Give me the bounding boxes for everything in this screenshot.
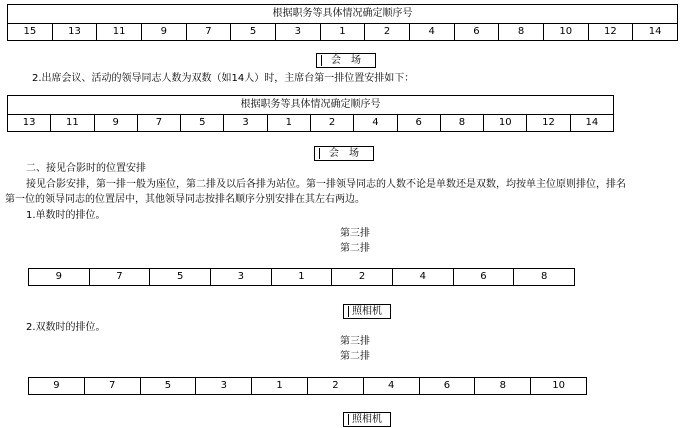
seat-cell: 8	[514, 269, 575, 286]
seat-cell: 12	[527, 115, 570, 132]
paragraph-even-leaders: 2.出席会议、活动的领导同志人数为双数（如14人）时，主席台第一排位置安排如下：	[32, 73, 415, 84]
venue-label: 会 场	[329, 148, 359, 159]
seat-cell: 8	[475, 378, 531, 395]
seat-cell: 12	[588, 24, 633, 41]
seat-cell: 4	[409, 24, 454, 41]
seat-cell: 1	[320, 24, 365, 41]
seat-cell: 3	[275, 24, 320, 41]
section-paragraph-line1: 接见合影安排，第一排一般为座位，第二排及以后各排为站位。第一排领导同志的人数不论是单数还是双数，均按单主位原则排位，排名	[26, 179, 626, 190]
seat-cell: 7	[89, 269, 150, 286]
seat-cell: 15	[8, 24, 53, 41]
seat-cell: 13	[8, 115, 51, 132]
seat-cell: 10	[543, 24, 588, 41]
table-row	[8, 24, 678, 41]
seat-cell: 5	[181, 115, 224, 132]
venue-box	[316, 53, 376, 68]
seat-cell: 1	[267, 115, 310, 132]
seat-cell: 14	[633, 24, 678, 41]
camera-box	[343, 412, 391, 427]
seat-cell: 3	[210, 269, 271, 286]
photo-row-odd	[28, 268, 575, 286]
seat-cell: 2	[310, 115, 353, 132]
seat-cell: 5	[140, 378, 196, 395]
seat-cell: 5	[150, 269, 211, 286]
seat-cell: 9	[29, 269, 90, 286]
seat-cell: 1	[271, 269, 332, 286]
table-header: 根据职务等具体情况确定顺序号	[8, 96, 614, 115]
row-two-label: 第二排	[340, 243, 370, 254]
seat-cell: 11	[97, 24, 142, 41]
seat-cell: 2	[307, 378, 363, 395]
seat-cell: 2	[365, 24, 410, 41]
section-paragraph-line2: 第一位的领导同志的位置居中，其他领导同志按排名顺序分别安排在其左右两边。	[5, 194, 365, 205]
seat-cell: 1	[252, 378, 308, 395]
camera-label: 照相机	[352, 414, 382, 425]
section-title: 二、接见合影时的位置安排	[26, 163, 146, 174]
seat-cell: 9	[29, 378, 85, 395]
seat-cell: 8	[440, 115, 483, 132]
seating-table-odd-15	[7, 4, 678, 41]
photo-row-even	[28, 377, 587, 395]
venue-box	[314, 146, 374, 161]
seat-cell: 4	[363, 378, 419, 395]
row-three-label: 第三排	[340, 228, 370, 239]
seat-cell: 6	[454, 24, 499, 41]
camera-label: 照相机	[352, 306, 382, 317]
box-tick	[319, 148, 320, 159]
seat-cell: 5	[231, 24, 276, 41]
seat-cell: 3	[224, 115, 267, 132]
seat-cell: 7	[137, 115, 180, 132]
row-three-label: 第三排	[340, 336, 370, 347]
seat-cell: 4	[392, 269, 453, 286]
seat-cell: 6	[397, 115, 440, 132]
seat-cell: 2	[332, 269, 393, 286]
seat-cell: 8	[499, 24, 544, 41]
seating-table-even-14	[7, 95, 614, 132]
seat-cell: 9	[141, 24, 186, 41]
seat-cell: 7	[186, 24, 231, 41]
seat-cell: 6	[453, 269, 514, 286]
odd-arrangement-label: 1.单数时的排位。	[26, 210, 106, 221]
box-tick	[321, 55, 322, 66]
seat-cell: 9	[94, 115, 137, 132]
seat-cell: 3	[196, 378, 252, 395]
seat-cell: 10	[531, 378, 587, 395]
table-row	[29, 269, 575, 286]
seat-cell: 14	[570, 115, 613, 132]
box-tick	[348, 414, 349, 425]
table-header: 根据职务等具体情况确定顺序号	[8, 5, 678, 24]
camera-box	[343, 304, 391, 319]
row-two-label: 第二排	[340, 351, 370, 362]
venue-label: 会 场	[331, 55, 361, 66]
seat-cell: 6	[419, 378, 475, 395]
seat-cell: 13	[52, 24, 97, 41]
table-row	[29, 378, 587, 395]
box-tick	[348, 306, 349, 317]
seat-cell: 7	[84, 378, 140, 395]
seat-cell: 4	[354, 115, 397, 132]
table-row	[8, 115, 614, 132]
even-arrangement-label: 2.双数时的排位。	[26, 322, 106, 333]
seat-cell: 10	[484, 115, 527, 132]
seat-cell: 11	[51, 115, 94, 132]
